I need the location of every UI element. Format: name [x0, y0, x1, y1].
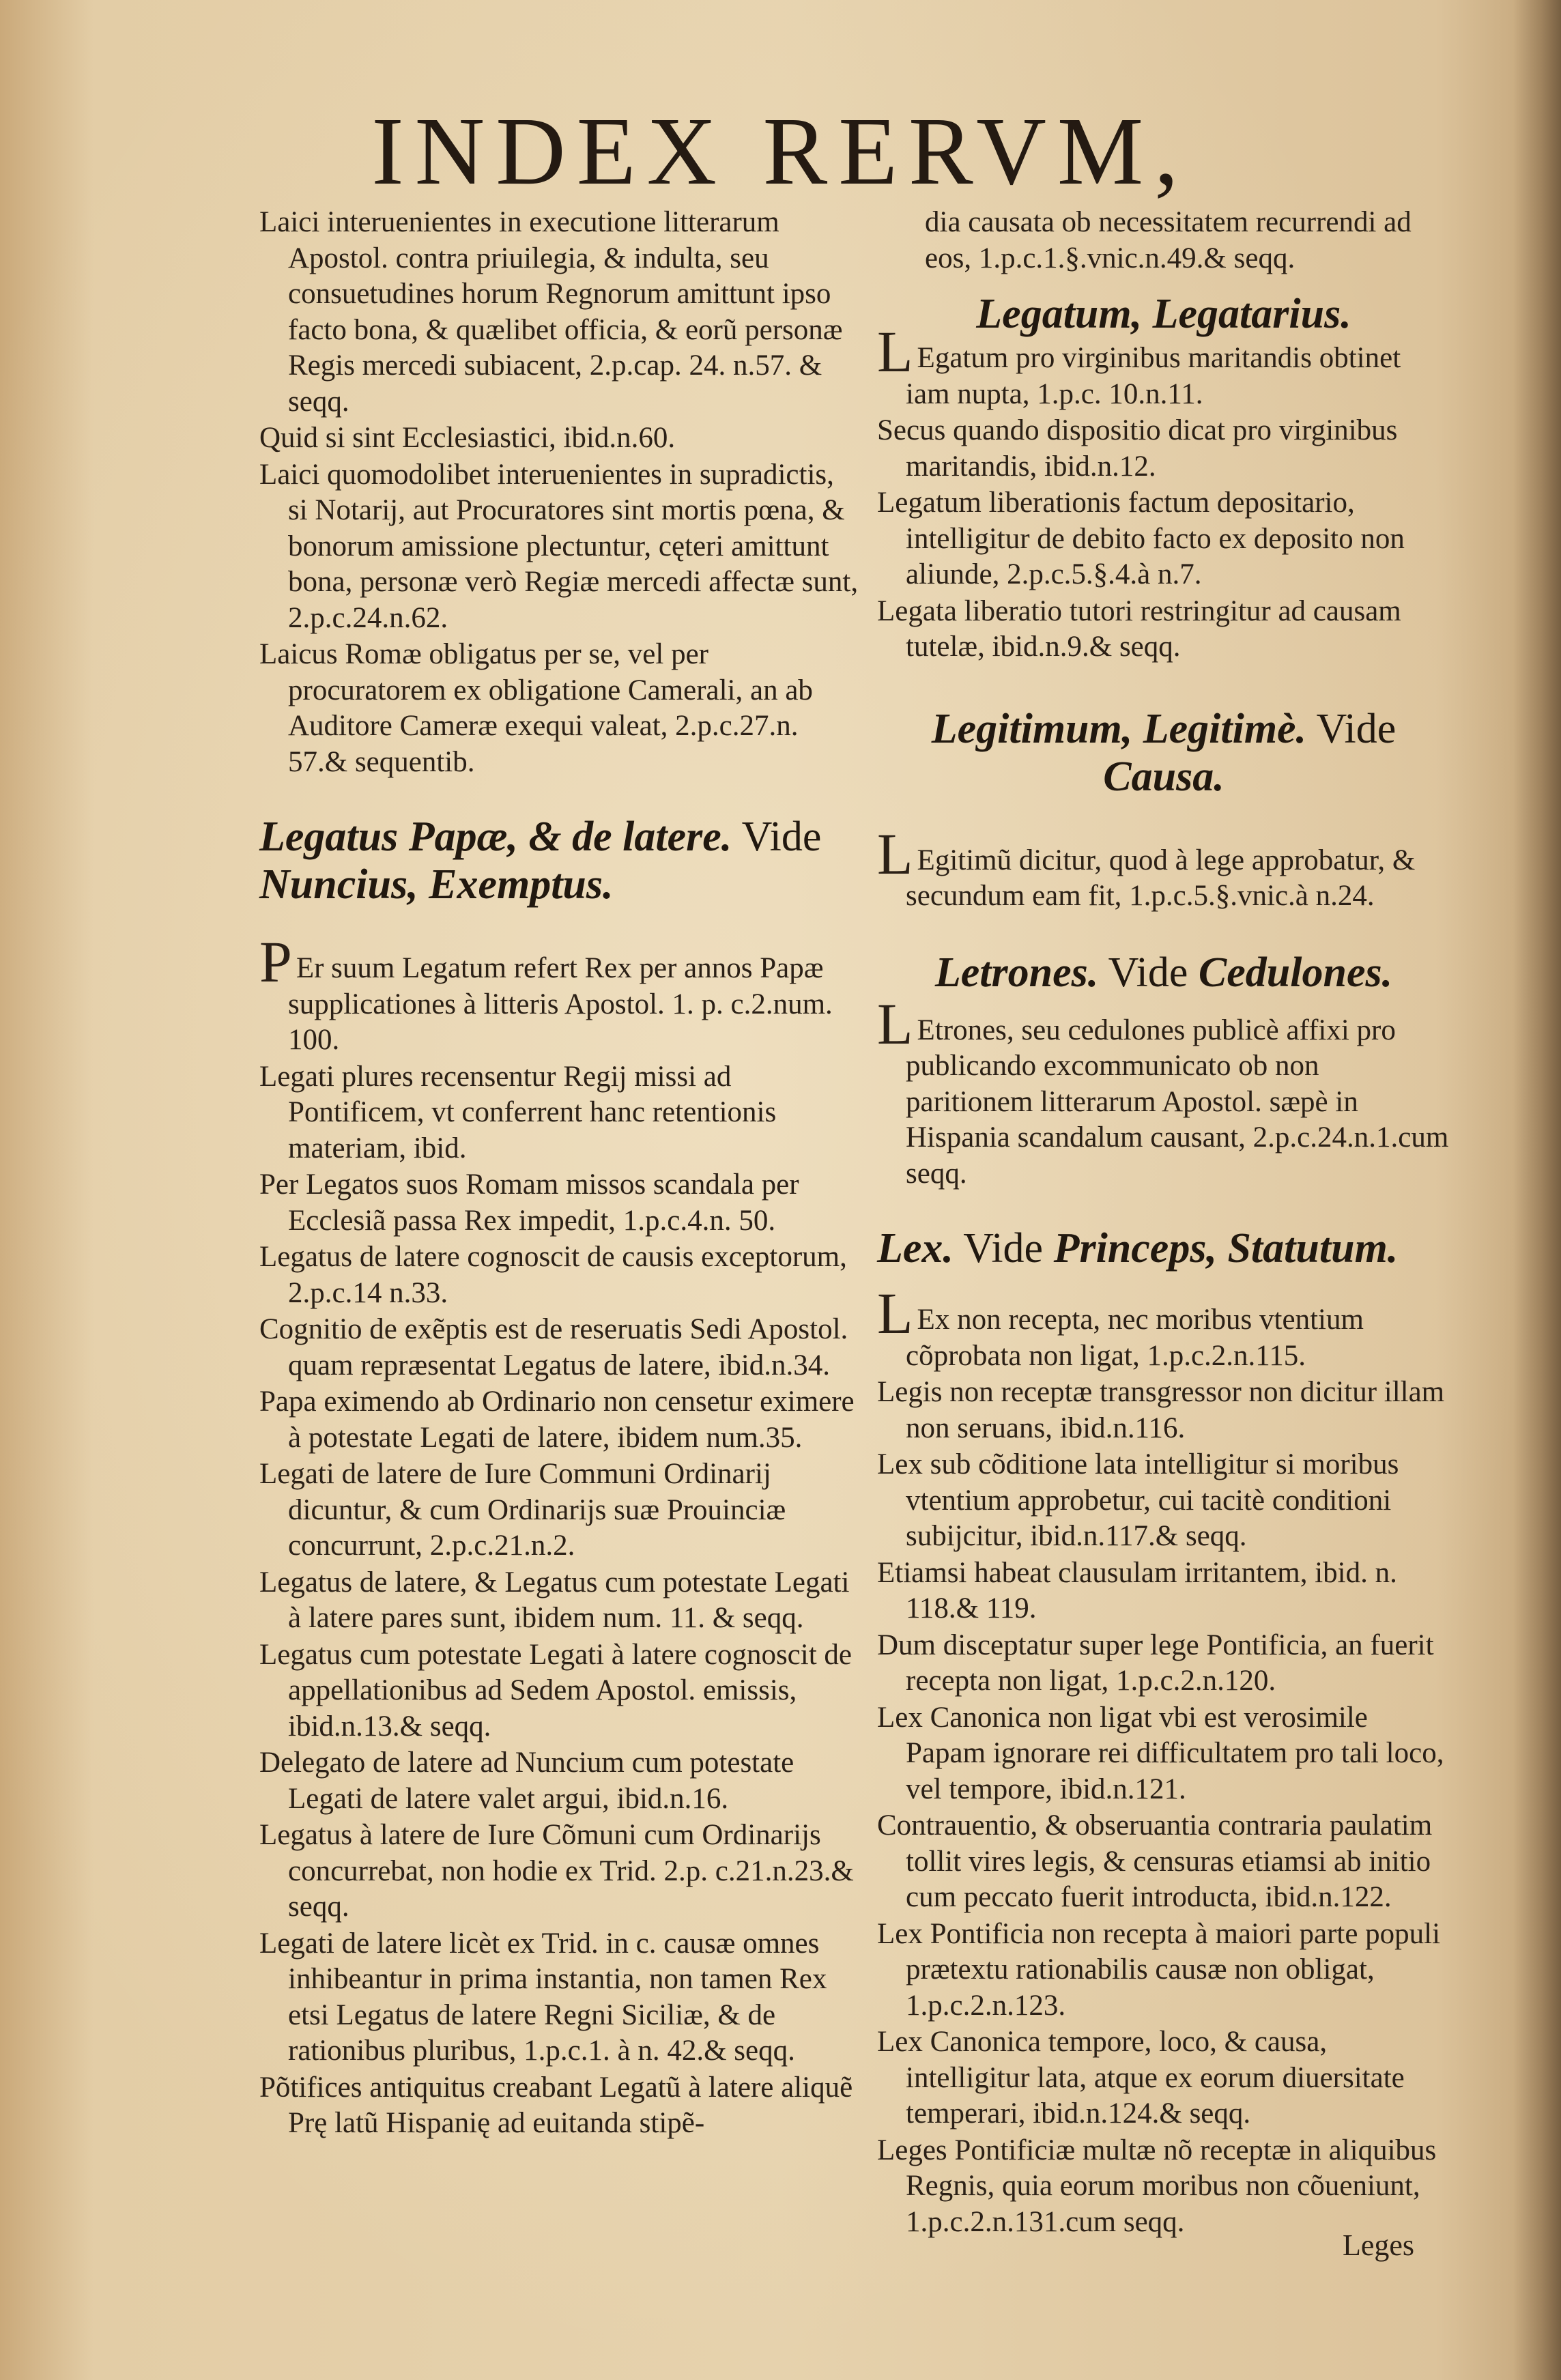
- index-entry: [877, 485, 1450, 593]
- index-entry-text: Er suum Legatum refert Rex per annos Papæ supplicationes à litteris Apostol. 1. p. c.2.num. 100.: [288, 952, 833, 1056]
- left-column: [259, 205, 860, 2142]
- index-entry-text: Egitimũ dicitur, quod à lege approbatur, & secundum eam fit, 1.p.c.5.§.vnic.à n.24.: [906, 844, 1416, 912]
- heading-legitimum-italic: Legitimum, Legitimè.: [931, 705, 1307, 752]
- index-entry-continued: dia causata ob necessitatem recurrendi ad eos, 1.p.c.1.§.vnic.n.49.& seqq.: [925, 206, 1412, 274]
- heading-letrones-italic2: Cedulones.: [1198, 949, 1393, 996]
- index-entry: [259, 1384, 860, 1456]
- initial-capital: L: [877, 820, 913, 887]
- index-entry-text: Leges Pontificiæ multæ nõ receptæ in aliquibus Regnis, quia eorum moribus non cõueniunt, 1.p.c.2.n.131.cum seqq.: [877, 2134, 1437, 2238]
- index-entry: [877, 1808, 1450, 1916]
- heading-letrones-italic: Letrones.: [934, 949, 1099, 996]
- heading-lex-italic: Lex.: [877, 1225, 954, 1272]
- index-entry: [259, 1167, 860, 1239]
- initial-capital: L: [877, 1280, 913, 1346]
- index-entry: Laici quomodolibet interuenientes in supradictis, si Notarij, aut Procuratores sint mortis pœna, & bonorum amissione plectuntur, cęteri amittunt bona, personæ verò Regiæ mercedi affectæ sunt, 2.p.c.24.n.62.: [259, 458, 859, 634]
- heading-legitimum-italic2: Causa.: [1103, 753, 1225, 800]
- index-entry: [877, 1280, 1450, 1374]
- initial-capital: P: [259, 929, 292, 994]
- index-entry: [259, 1312, 860, 1383]
- heading-letrones: [877, 949, 1450, 997]
- index-entry-text: Legatus cum potestate Legati à latere cognoscit de appellationibus ad Sedem Apostol. emissis, ibid.n.13.& seqq.: [259, 1638, 852, 1743]
- page-gutter-shadow: [1513, 0, 1561, 2380]
- index-entry-text: Lex Pontificia non recepta à maiori parte populi prætextu rationabilis causæ non obligat, 1.p.c.2.n.123.: [877, 1917, 1441, 2022]
- index-entry: [259, 1745, 860, 1817]
- heading-legatum: Legatum, Legatarius.: [976, 291, 1351, 337]
- index-entry: Laicus Romæ obligatus per se, vel per procuratorem ex obligatione Camerali, an ab Auditore Cameræ exequi valeat, 2.p.c.27.n. 57.& sequentib.: [259, 638, 813, 778]
- index-entry: [259, 1059, 860, 1167]
- index-entry-text: Per Legatos suos Romam missos scandala per Ecclesiã passa Rex impedit, 1.p.c.4.n. 50.: [259, 1169, 799, 1237]
- index-entry: [877, 2133, 1450, 2241]
- heading-lex: [877, 1224, 1450, 1272]
- index-entry: [259, 1926, 860, 2069]
- index-entry-text: Legati plures recensentur Regij missi ad Pontificem, vt conferrent hanc retentionis materiam, ibid.: [259, 1060, 777, 1164]
- index-entry-text: Legatum liberationis factum depositario, intelligitur de debito facto ex deposito non aliunde, 2.p.c.5.§.4.à n.7.: [877, 487, 1405, 590]
- index-entry: [877, 413, 1450, 485]
- index-entry: [877, 319, 1450, 412]
- heading-legitimum-vide: Vide: [1306, 705, 1397, 752]
- index-entry-text: Contrauentio, & obseruantia contraria paulatim tollit vires legis, & censuras etiamsi ab initio cum peccato fuerit introducta, ibid.n.122.: [877, 1809, 1433, 1913]
- index-entry: Laici interuenientes in executione litterarum Apostol. contra priuilegia, & indulta, seu consuetudines horum Regnorum amittunt ipso facto bona, & quælibet officia, & eorũ personæ Regis mercedi subiacent, 2.p.cap. 24. n.57. & seqq.: [259, 206, 843, 418]
- index-entry: [877, 2024, 1450, 2132]
- index-entry: Quid si sint Ecclesiastici, ibid.n.60.: [259, 422, 676, 454]
- index-entry: [259, 2070, 860, 2142]
- index-entry-text: Lex sub cõditione lata intelligitur si moribus vtentium approbetur, cui tacitè conditioni subijcitur, ibid.n.117.& seqq.: [877, 1448, 1399, 1552]
- index-entry-text: Legis non receptæ transgressor non dicitur illam non seruans, ibid.n.116.: [877, 1376, 1445, 1444]
- heading-lex-italic2: Princeps, Statutum.: [1053, 1225, 1399, 1272]
- index-entry-text: Põtifices antiquitus creabant Legatũ à latere aliquẽ Prę latũ Hispanię ad euitanda stipẽ-: [259, 2071, 853, 2139]
- index-entry: [259, 1818, 860, 1925]
- page-title: INDEX RERVM,: [371, 97, 1190, 205]
- index-entry-text: Etiamsi habeat clausulam irritantem, ibid. n. 118.& 119.: [877, 1556, 1397, 1624]
- index-entry-text: Delegato de latere ad Nuncium cum potestate Legati de latere valet argui, ibid.n.16.: [259, 1747, 794, 1815]
- index-entry-text: Legati de latere de Iure Communi Ordinarij dicuntur, & cum Ordinarijs suæ Prouinciæ concurrunt, 2.p.c.21.n.2.: [259, 1458, 786, 1562]
- heading-legatus-papae: [259, 813, 860, 908]
- catchword: Leges: [1342, 2228, 1414, 2262]
- index-entry-text: Secus quando dispositio dicat pro virginibus maritandis, ibid.n.12.: [877, 414, 1398, 483]
- index-entry: [259, 929, 860, 1059]
- index-entry-text: Etrones, seu cedulones publicè affixi pro publicando excommunicato ob non paritionem litterarum Apostol. sæpè in Hispania scandalum causant, 2.p.c.24.n.1.cum seqq.: [906, 1014, 1449, 1190]
- index-entry-text: Dum disceptatur super lege Pontificia, an fuerit recepta non ligat, 1.p.c.2.n.120.: [877, 1629, 1434, 1697]
- index-entry: [877, 1917, 1450, 2024]
- initial-capital: L: [877, 319, 913, 384]
- heading-legatus-italic: Legatus Papæ, & de latere.: [259, 814, 732, 860]
- index-entry-text: Papa eximendo ab Ordinario non censetur eximere à potestate Legati de latere, ibidem num.35.: [259, 1386, 855, 1454]
- index-entry: [877, 1447, 1450, 1555]
- heading-legatus-vide: Vide: [732, 814, 822, 860]
- index-entry-text: Egatum pro virginibus maritandis obtinet iam nupta, 1.p.c. 10.n.11.: [906, 342, 1401, 410]
- index-entry: [259, 1239, 860, 1311]
- index-entry-text: Ex non recepta, nec moribus vtentium cõprobata non ligat, 1.p.c.2.n.115.: [906, 1304, 1364, 1372]
- index-entry: [877, 1555, 1450, 1627]
- heading-legatus-italic2: Nuncius, Exemptus.: [259, 861, 614, 908]
- index-entry: [877, 820, 1450, 915]
- index-entry: [877, 1375, 1450, 1446]
- index-entry-text: Legatus à latere de Iure Cõmuni cum Ordinarijs concurrebat, non hodie ex Trid. 2.p. c.21.n.23.& seqq.: [259, 1819, 854, 1923]
- index-entry-text: Legatus de latere, & Legatus cum potestate Legati à latere pares sunt, ibidem num. 11. & seqq.: [259, 1566, 850, 1634]
- index-entry: [877, 1628, 1450, 1700]
- index-entry-text: Lex Canonica non ligat vbi est verosimile Papam ignorare rei difficultatem pro tali loco, vel tempore, ibid.n.121.: [877, 1701, 1444, 1805]
- right-column: [877, 205, 1450, 2241]
- index-entry-text: Cognitio de exẽptis est de reseruatis Sedi Apostol. quam repræsentat Legatus de latere, ibid.n.34.: [259, 1313, 848, 1381]
- index-entry-text: Legati de latere licèt ex Trid. in c. causæ omnes inhibeantur in prima instantia, non tamen Rex etsi Legatus de latere Regni Siciliæ, & de rationibus pluribus, 1.p.c.1. à n. 42.& seqq.: [259, 1927, 827, 2067]
- heading-letrones-vide: Vide: [1098, 949, 1199, 996]
- index-entry: [259, 1637, 860, 1745]
- heading-lex-vide: Vide: [953, 1225, 1054, 1272]
- index-entry: [259, 1457, 860, 1564]
- heading-legitimum: [877, 705, 1450, 801]
- index-entry: [877, 1700, 1450, 1808]
- index-entry: [877, 990, 1450, 1192]
- initial-capital: L: [877, 990, 913, 1057]
- index-entry-text: Legatus de latere cognoscit de causis exceptorum, 2.p.c.14 n.33.: [259, 1241, 847, 1309]
- index-entry: [877, 594, 1450, 665]
- index-entry: [259, 1565, 860, 1637]
- index-entry-text: Lex Canonica tempore, loco, & causa, intelligitur lata, atque ex eorum diuersitate temperari, ibid.n.124.& seqq.: [877, 2026, 1405, 2130]
- index-entry-text: Legata liberatio tutori restringitur ad causam tutelæ, ibid.n.9.& seqq.: [877, 594, 1401, 663]
